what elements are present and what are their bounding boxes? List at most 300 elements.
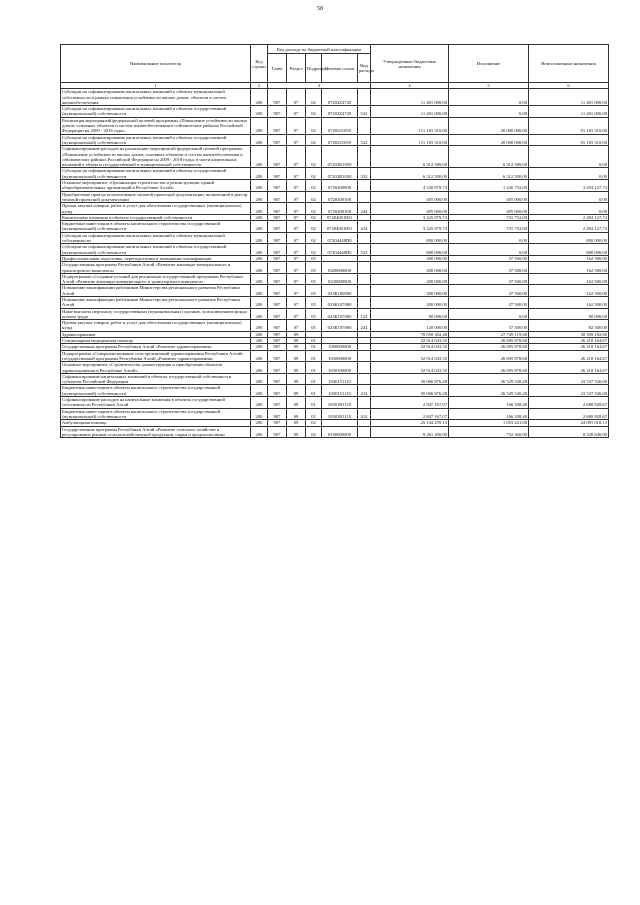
header-razdel: Раздел xyxy=(287,54,306,83)
header-glava: Глава xyxy=(268,54,287,83)
row-unexecuted: 91 181 310,00 xyxy=(529,117,609,134)
row-expense-type xyxy=(358,262,371,274)
row-approved: 78 058 302,48 xyxy=(371,331,449,337)
row-glava: 907 xyxy=(268,117,287,134)
row-razdel: 07 xyxy=(287,214,306,220)
row-executed: 166 338,40 xyxy=(449,397,529,409)
row-glava: 907 xyxy=(268,146,287,168)
row-target-item: 0720251050 xyxy=(322,134,358,146)
row-name: Стационарная медицинская помощь xyxy=(61,338,251,344)
row-expense-type: 522 xyxy=(358,168,371,180)
row-target-item: 07202Z4720 xyxy=(322,89,358,106)
row-expense-type: 244 xyxy=(358,320,371,332)
table-row xyxy=(61,273,609,285)
row-target-item: 1030000000 xyxy=(322,350,358,362)
row-line-code: 200 xyxy=(251,273,268,285)
row-expense-type xyxy=(358,273,371,285)
row-podrazdel: 02 xyxy=(306,134,322,146)
row-glava: 907 xyxy=(268,262,287,274)
table-row xyxy=(61,146,609,168)
row-executed: 37 500,00 xyxy=(449,255,529,261)
row-executed: 495 000,00 xyxy=(449,191,529,203)
row-podrazdel: 05 xyxy=(306,308,322,320)
row-glava: 907 xyxy=(268,320,287,332)
row-podrazdel: 01 xyxy=(306,350,322,362)
column-number: 6 xyxy=(529,83,609,89)
row-line-code: 200 xyxy=(251,106,268,118)
row-executed: 37 500,00 xyxy=(449,296,529,308)
row-line-code: 200 xyxy=(251,385,268,397)
row-executed: 37 500,00 xyxy=(449,285,529,297)
row-unexecuted: 2 680 828,67 xyxy=(529,397,609,409)
row-expense-type: 522 xyxy=(358,134,371,146)
row-approved: 111 181 310,00 xyxy=(371,134,449,146)
row-approved: 2 847 167,07 xyxy=(371,397,449,409)
row-line-code: 200 xyxy=(251,232,268,244)
row-podrazdel: 01 xyxy=(306,373,322,385)
row-unexecuted: 2 494 127,74 xyxy=(529,221,609,233)
row-unexecuted: 26 218 164,67 xyxy=(529,344,609,350)
row-line-code: 200 xyxy=(251,262,268,274)
row-executed: 166 338,40 xyxy=(449,408,529,420)
row-podrazdel: 02 xyxy=(306,244,322,256)
header-approved: Утвержденные бюджетные назначения xyxy=(371,45,449,83)
row-line-code: 200 xyxy=(251,191,268,203)
row-unexecuted: 80 000,00 xyxy=(529,308,609,320)
row-executed: 1 226 752,00 xyxy=(449,180,529,192)
row-expense-type xyxy=(358,232,371,244)
row-razdel: 07 xyxy=(287,255,306,261)
table-row xyxy=(61,308,609,320)
table-row xyxy=(61,320,609,332)
row-name: Софинансирование расходов на капитальные вложения в объекты государственной собственности Республики Алтай xyxy=(61,397,251,409)
header-target-item: Целевая статья xyxy=(322,54,358,83)
header-unexecuted: Неисполненные назначения xyxy=(529,45,609,83)
row-target-item: 07202R1050 xyxy=(322,146,358,168)
row-name: Повышение квалификации работников Министерства регионального развития Республики Алтай xyxy=(61,296,251,308)
row-line-code: 200 xyxy=(251,180,268,192)
row-name: Здравоохранение xyxy=(61,331,251,337)
row-unexecuted: 82 500,00 xyxy=(529,320,609,332)
row-line-code: 200 xyxy=(251,350,268,362)
row-razdel: 07 xyxy=(287,168,306,180)
row-expense-type xyxy=(358,426,371,438)
row-unexecuted: 11 401 000,00 xyxy=(529,89,609,106)
row-approved: 200 000,00 xyxy=(371,262,449,274)
row-razdel: 07 xyxy=(287,117,306,134)
row-name: Профессиональная подготовка, переподготовка и повышение квалификации xyxy=(61,255,251,261)
row-podrazdel: 01 xyxy=(306,338,322,344)
row-executed: 1 053 241,00 xyxy=(449,420,529,426)
row-line-code: 200 xyxy=(251,168,268,180)
row-target-item: 07204001001 xyxy=(322,221,358,233)
row-target-item: 023К100000 xyxy=(322,285,358,297)
row-name: Прочая закупка товаров, работ и услуг для обеспечения государственных (муниципальных) нужд xyxy=(61,320,251,332)
row-glava: 907 xyxy=(268,373,287,385)
row-target-item: 07204448П0 xyxy=(322,232,358,244)
header-name: Наименование показателя xyxy=(61,45,251,83)
row-razdel: 07 xyxy=(287,308,306,320)
row-glava: 907 xyxy=(268,89,287,106)
page-number: 58 xyxy=(317,6,323,12)
row-executed: 6 312 500,00 xyxy=(449,168,529,180)
row-expense-type: 414 xyxy=(358,408,371,420)
row-target-item: 023К107000 xyxy=(322,308,358,320)
row-executed: 0,00 xyxy=(449,308,529,320)
row-approved: 200 000,00 xyxy=(371,255,449,261)
column-number: 4 xyxy=(371,83,449,89)
row-expense-type xyxy=(358,362,371,374)
row-podrazdel: 01 xyxy=(306,344,322,350)
header-line-code: Код строки xyxy=(251,45,268,83)
row-podrazdel: 05 xyxy=(306,262,322,274)
row-razdel: 09 xyxy=(287,338,306,344)
row-name: Субсидии на софинансирование капитальных вложений в объекты государственной (муниципальной) собственности xyxy=(61,134,251,146)
row-line-code: 200 xyxy=(251,89,268,106)
row-razdel: 09 xyxy=(287,373,306,385)
row-razdel: 09 xyxy=(287,344,306,350)
row-razdel: 07 xyxy=(287,203,306,215)
row-razdel: 07 xyxy=(287,285,306,297)
row-expense-type xyxy=(358,89,371,106)
row-razdel: 07 xyxy=(287,180,306,192)
row-target-item: 023К107000 xyxy=(322,320,358,332)
row-approved: 495 000,00 xyxy=(371,191,449,203)
row-glava: 907 xyxy=(268,106,287,118)
row-target-item: 0720251050 xyxy=(322,117,358,134)
row-expense-type: 522 xyxy=(358,244,371,256)
row-glava: 907 xyxy=(268,397,287,409)
table-row xyxy=(61,134,609,146)
row-target-item: 1030151110 xyxy=(322,373,358,385)
row-executed: 6 312 500,00 xyxy=(449,146,529,168)
table-row xyxy=(61,180,609,192)
row-podrazdel: 05 xyxy=(306,320,322,332)
table-row xyxy=(61,214,609,220)
row-name: Субсидии на софинансирование капитальных вложений в объекты муниципальной собственности xyxy=(61,232,251,244)
row-name: Иные выплаты персоналу государственных (муниципальных) органов, за исключением фонда оплаты труда xyxy=(61,308,251,320)
row-expense-type xyxy=(358,397,371,409)
row-glava: 907 xyxy=(268,350,287,362)
row-glava: 907 xyxy=(268,244,287,256)
row-name: Государственная программа Республики Алтай «Развитие сельского хозяйства и регулирование рынков сельскохозяйственной продукции, сырья и продовольствия» xyxy=(61,426,251,438)
row-executed: 26 695 878,68 xyxy=(449,344,529,350)
row-expense-type: 522 xyxy=(358,106,371,118)
row-line-code: 200 xyxy=(251,426,268,438)
row-name: Повышение квалификации работников Министерства регионального развития Республики Алтай xyxy=(61,285,251,297)
row-line-code: 200 xyxy=(251,331,268,337)
row-podrazdel: 02 xyxy=(306,89,322,106)
row-line-code: 200 xyxy=(251,397,268,409)
table-row xyxy=(61,362,609,374)
row-glava: 907 xyxy=(268,180,287,192)
row-line-code: 200 xyxy=(251,408,268,420)
row-name: Приобретение прав на использование типовой проектной документации, включенной в реестр типовой проектной документации xyxy=(61,191,251,203)
row-expense-type xyxy=(358,285,371,297)
row-expense-type: 244 xyxy=(358,203,371,215)
row-name: Подпрограмма «Совершенствование сети организаций здравоохранения Республики Алтай» государственной программы Республики Алтай «Развитие здравоохранения» xyxy=(61,350,251,362)
row-name: Субсидии на софинансирование капитальных вложений в объекты государственной (муниципальной) собственности xyxy=(61,244,251,256)
column-number: 2 xyxy=(251,83,268,89)
row-unexecuted: 0,00 xyxy=(529,146,609,168)
row-unexecuted: 23 537 336,00 xyxy=(529,385,609,397)
row-glava: 907 xyxy=(268,285,287,297)
row-target-item: 1030100000 xyxy=(322,362,358,374)
row-name: Реализация мероприятий федеральной целевой программы «Повышение устойчивости жилых домов, основных объектов и систем жизнеобеспечения в сейсмических районах Российской Федерации на 2009 - 2018 годы» xyxy=(61,117,251,134)
row-unexecuted: 800 000,00 xyxy=(529,232,609,244)
row-name: Подпрограмма «Создание условий для реализации государственной программы Республики Алтай «Развитие жилищно-коммунального и транспортного комплекса» xyxy=(61,273,251,285)
row-unexecuted: 23 537 336,00 xyxy=(529,373,609,385)
row-glava: 907 xyxy=(268,331,287,337)
row-approved: 200 000,00 xyxy=(371,296,449,308)
row-name: Субсидии на софинансирование капитальных вложений в объекты муниципальной собственности в рамках повышения устойчивости жилых домов, объектов в систем жизнеобеспечения xyxy=(61,89,251,106)
row-razdel: 09 xyxy=(287,385,306,397)
row-podrazdel: 05 xyxy=(306,285,322,297)
table-row xyxy=(61,373,609,385)
row-target-item: 10301R1110 xyxy=(322,408,358,420)
row-line-code: 200 xyxy=(251,373,268,385)
table-row xyxy=(61,221,609,233)
row-unexecuted: 26 218 164,67 xyxy=(529,350,609,362)
row-razdel: 07 xyxy=(287,89,306,106)
row-approved: 50 066 876,28 xyxy=(371,385,449,397)
row-podrazdel: 02 xyxy=(306,221,322,233)
row-unexecuted: 162 500,00 xyxy=(529,262,609,274)
row-target-item: 0100000000 xyxy=(322,426,358,438)
row-razdel: 09 xyxy=(287,397,306,409)
row-executed: 26 695 878,68 xyxy=(449,362,529,374)
row-razdel: 07 xyxy=(287,296,306,308)
table-body xyxy=(61,89,609,438)
row-razdel: 07 xyxy=(287,106,306,118)
row-glava: 907 xyxy=(268,168,287,180)
row-line-code: 200 xyxy=(251,308,268,320)
row-podrazdel: 01 xyxy=(306,362,322,374)
row-approved: 3 225 879,74 xyxy=(371,214,449,220)
row-unexecuted: 26 218 164,67 xyxy=(529,362,609,374)
budget-execution-table xyxy=(60,44,609,438)
row-glava: 907 xyxy=(268,221,287,233)
row-expense-type xyxy=(358,180,371,192)
row-line-code: 200 xyxy=(251,255,268,261)
table-row xyxy=(61,426,609,438)
row-approved: 52 914 043,35 xyxy=(371,338,449,344)
row-unexecuted: 91 181 310,00 xyxy=(529,134,609,146)
row-approved: 3 225 879,74 xyxy=(371,221,449,233)
table-row xyxy=(61,232,609,244)
row-approved: 25 144 259,13 xyxy=(371,420,449,426)
row-podrazdel: 01 xyxy=(306,385,322,397)
row-target-item: 0720400000 xyxy=(322,180,358,192)
row-name: Субсидии на софинансирование капитальных вложений в объекты государственной (муниципальной) собственности xyxy=(61,168,251,180)
row-razdel: 07 xyxy=(287,232,306,244)
row-unexecuted: 162 500,00 xyxy=(529,285,609,297)
row-line-code: 200 xyxy=(251,221,268,233)
row-razdel: 09 xyxy=(287,362,306,374)
row-unexecuted: 3 294 127,74 xyxy=(529,180,609,192)
row-unexecuted: 24 091 018,13 xyxy=(529,420,609,426)
row-glava: 907 xyxy=(268,255,287,261)
row-glava: 907 xyxy=(268,273,287,285)
row-executed: 20 000 000,00 xyxy=(449,117,529,134)
row-approved: 50 066 876,28 xyxy=(371,373,449,385)
row-approved: 800 000,00 xyxy=(371,232,449,244)
row-target-item: 10301R1110 xyxy=(322,397,358,409)
table-row xyxy=(61,262,609,274)
row-target-item: 0200000000 xyxy=(322,262,358,274)
row-name: Амбулаторная помощь xyxy=(61,420,251,426)
row-glava: 907 xyxy=(268,308,287,320)
row-approved: 111 181 310,00 xyxy=(371,117,449,134)
row-name: Государственная программа Республики Алтай «Развитие здравоохранения» xyxy=(61,344,251,350)
row-podrazdel: 02 xyxy=(306,232,322,244)
row-podrazdel: 02 xyxy=(306,426,322,438)
row-razdel: 07 xyxy=(287,221,306,233)
row-target-item: 07202R1050 xyxy=(322,168,358,180)
row-line-code: 200 xyxy=(251,344,268,350)
row-name: Софинансирование капитальных вложений в объекты государственной собственности субъектов Российской Федерации xyxy=(61,373,251,385)
column-number: 3 xyxy=(268,83,371,89)
row-name: Основное мероприятие «Организация строительства и реконструкции зданий общеобразовательных организаций в Республике Алтай» xyxy=(61,180,251,192)
row-expense-type: 414 xyxy=(358,221,371,233)
row-line-code: 200 xyxy=(251,362,268,374)
header-podrazdel: Подраздел xyxy=(306,54,322,83)
row-approved: 800 000,00 xyxy=(371,244,449,256)
row-executed: 27 749 119,68 xyxy=(449,331,529,337)
row-glava: 907 xyxy=(268,362,287,374)
row-approved: 495 000,00 xyxy=(371,203,449,215)
row-name: Бюджетные инвестиции в объекты капитального строительства государственной (муниципальной) собственности xyxy=(61,221,251,233)
column-number: 5 xyxy=(449,83,529,89)
row-approved: 200 000,00 xyxy=(371,285,449,297)
row-expense-type xyxy=(358,117,371,134)
row-target-item: 1000000000 xyxy=(322,344,358,350)
row-approved: 6 312 500,00 xyxy=(371,168,449,180)
row-expense-type xyxy=(358,350,371,362)
row-approved: 9 261 200,00 xyxy=(371,426,449,438)
row-glava: 907 xyxy=(268,232,287,244)
header-classification: Код расхода по бюджетной классификации xyxy=(268,45,371,54)
row-line-code: 200 xyxy=(251,134,268,146)
row-expense-type: 122 xyxy=(358,308,371,320)
row-name: Бюджетные инвестиции в объекты капитального строительства государственной (муниципальной) собственности xyxy=(61,385,251,397)
row-unexecuted: 162 500,00 xyxy=(529,296,609,308)
table-row xyxy=(61,168,609,180)
table-row xyxy=(61,397,609,409)
row-podrazdel: 02 xyxy=(306,203,322,215)
row-approved: 4 520 879,74 xyxy=(371,180,449,192)
row-razdel: 07 xyxy=(287,262,306,274)
row-target-item: 07204448П0 xyxy=(322,244,358,256)
row-name: Субсидии на софинансирование капитальных вложений в объекты государственной (муниципальной) собственности xyxy=(61,106,251,118)
row-unexecuted: 0,00 xyxy=(529,168,609,180)
table-row xyxy=(61,344,609,350)
row-razdel: 07 xyxy=(287,320,306,332)
row-razdel: 09 xyxy=(287,331,306,337)
row-approved: 52 914 043,35 xyxy=(371,344,449,350)
row-podrazdel: 02 xyxy=(306,420,322,426)
table-row xyxy=(61,117,609,134)
row-line-code: 200 xyxy=(251,117,268,134)
table-row xyxy=(61,89,609,106)
row-executed: 732 360,00 xyxy=(449,426,529,438)
row-executed: 26 529 540,28 xyxy=(449,373,529,385)
row-glava: 907 xyxy=(268,338,287,344)
row-executed: 37 500,00 xyxy=(449,320,529,332)
row-podrazdel: 01 xyxy=(306,408,322,420)
row-podrazdel: 02 xyxy=(306,106,322,118)
header-expense-type: Вид расхода xyxy=(358,54,371,83)
row-approved: 2 847 167,07 xyxy=(371,408,449,420)
row-razdel: 07 xyxy=(287,273,306,285)
row-approved: 80 000,00 xyxy=(371,308,449,320)
row-executed: 37 500,00 xyxy=(449,262,529,274)
row-name: Софинансирование расходов на реализацию мероприятий федеральной целевой программы «Повышение устойчивости жилых домов, основных объектов и систем жизнеобеспечения в сейсмических районах Российской Федерации на 2009 - 2018 годы» в части капитальных вложений в объекты государственной и муниципальной собственности xyxy=(61,146,251,168)
row-line-code: 200 xyxy=(251,420,268,426)
row-podrazdel: 02 xyxy=(306,117,322,134)
row-podrazdel: 01 xyxy=(306,397,322,409)
row-podrazdel: 02 xyxy=(306,180,322,192)
row-podrazdel: 05 xyxy=(306,273,322,285)
row-glava: 907 xyxy=(268,191,287,203)
row-name: Основное мероприятие «Строительство, реконструкция и приобретение объектов здравоохранения в Республике Алтай» xyxy=(61,362,251,374)
table-row xyxy=(61,244,609,256)
table-row xyxy=(61,191,609,203)
row-unexecuted: 2 494 127,74 xyxy=(529,214,609,220)
column-number: 1 xyxy=(61,83,251,89)
row-executed: 0,00 xyxy=(449,106,529,118)
row-target-item: 023К107000 xyxy=(322,296,358,308)
row-target-item: 0720400100 xyxy=(322,191,358,203)
row-executed: 731 752,00 xyxy=(449,214,529,220)
row-approved: 11 401 000,00 xyxy=(371,89,449,106)
row-approved: 52 914 043,35 xyxy=(371,350,449,362)
table-row xyxy=(61,385,609,397)
table-row xyxy=(61,203,609,215)
row-razdel: 07 xyxy=(287,191,306,203)
row-executed: 0,00 xyxy=(449,244,529,256)
row-expense-type: 414 xyxy=(358,385,371,397)
row-name: Прочая закупка товаров, работ и услуг для обеспечения государственных (муниципальных) нужд xyxy=(61,203,251,215)
row-approved: 52 914 043,35 xyxy=(371,362,449,374)
row-glava: 907 xyxy=(268,420,287,426)
row-executed: 731 752,00 xyxy=(449,221,529,233)
row-executed: 26 529 540,28 xyxy=(449,385,529,397)
table-row xyxy=(61,296,609,308)
row-executed: 495 000,00 xyxy=(449,203,529,215)
row-unexecuted: 162 500,00 xyxy=(529,255,609,261)
row-target-item: 1030151110 xyxy=(322,385,358,397)
row-podrazdel: 05 xyxy=(306,296,322,308)
row-line-code: 200 xyxy=(251,214,268,220)
row-name: Бюджетные инвестиции в объекты капитального строительства государственной (муниципальной) собственности xyxy=(61,408,251,420)
row-unexecuted: 8 528 840,00 xyxy=(529,426,609,438)
row-name: Капитальные вложения в объекты государственной собственности xyxy=(61,214,251,220)
row-expense-type xyxy=(358,296,371,308)
row-podrazdel: 02 xyxy=(306,168,322,180)
row-unexecuted: 0,00 xyxy=(529,203,609,215)
row-unexecuted: 2 680 828,67 xyxy=(529,408,609,420)
row-target-item: 0720400100 xyxy=(322,203,358,215)
row-target-item: 0230000000 xyxy=(322,273,358,285)
row-unexecuted: 50 309 182,80 xyxy=(529,331,609,337)
row-line-code: 200 xyxy=(251,296,268,308)
header-executed: Исполнение xyxy=(449,45,529,83)
row-podrazdel: 05 xyxy=(306,255,322,261)
row-approved: 11 401 000,00 xyxy=(371,106,449,118)
row-unexecuted: 800 000,00 xyxy=(529,244,609,256)
row-executed: 0,00 xyxy=(449,89,529,106)
